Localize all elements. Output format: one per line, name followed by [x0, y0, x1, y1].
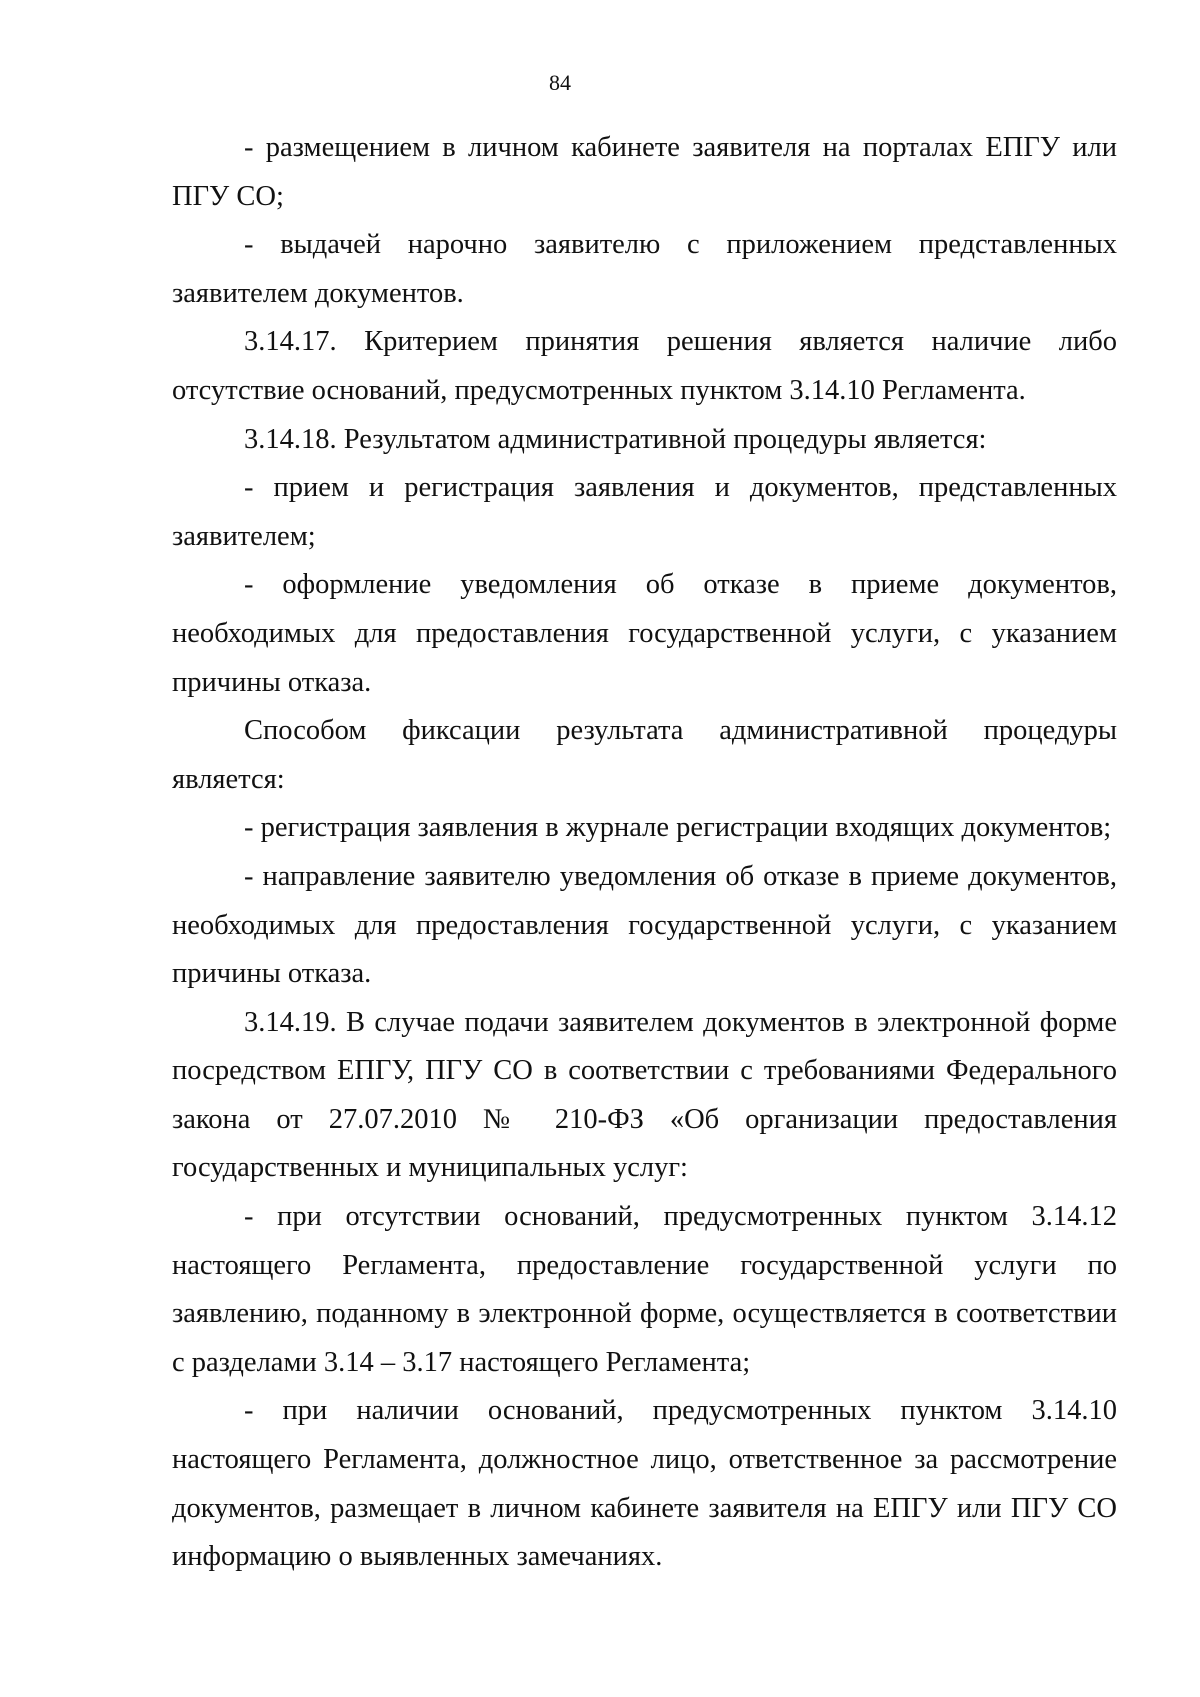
paragraph-hand-delivery: - выдачей нарочно заявителю с приложением представленных заявителем документов. — [172, 229, 1117, 309]
paragraph-grounds-present: - при наличии оснований, предусмотренных пунктом 3.14.10 настоящего Регламента, должностное лицо, ответственное за рассмотрение документов, размещает в личном кабинете заявителя на ЕПГУ или ПГУ СО информацию о выявленных замечаниях. — [172, 1395, 1117, 1573]
paragraph-reception-registration: - прием и регистрация заявления и документов, представленных заявителем; — [172, 472, 1117, 552]
paragraph-3-14-17: 3.14.17. Критерием принятия решения является наличие либо отсутствие оснований, предусмотренных пунктом 3.14.10 Регламента. — [172, 326, 1117, 406]
paragraph-journal-registration: - регистрация заявления в журнале регистрации входящих документов; — [244, 812, 1112, 844]
paragraph-no-grounds: - при отсутствии оснований, предусмотренных пунктом 3.14.12 настоящего Регламента, предоставление государственной услуги по заявлению, поданному в электронной форме, осуществляется в соответствии с разделами 3.14 – 3.17 настоящего Регламента; — [172, 1201, 1117, 1378]
paragraph-portal-cabinet: - размещением в личном кабинете заявителя на порталах ЕПГУ или ПГУ СО; — [172, 132, 1117, 212]
paragraph-3-14-18: 3.14.18. Результатом административной процедуры является: — [244, 423, 987, 455]
document-body — [172, 124, 1117, 1582]
paragraph-3-14-19: 3.14.19. В случае подачи заявителем документов в электронной форме посредством ЕПГУ, ПГУ СО в соответствии с требованиями Федерального закона от 27.07.2010 № 210-ФЗ «Об организации предоставления государственных и муниципальных услуг: — [172, 1006, 1117, 1184]
page-number: 84 — [549, 70, 571, 95]
paragraph-fixation-method: Способом фиксации результата административной процедуры является: — [172, 715, 1117, 795]
paragraph-refusal-notice: - оформление уведомления об отказе в приеме документов, необходимых для предоставления государственной услуги, с указанием причины отказа. — [172, 569, 1117, 698]
paragraph-notice-direction: - направление заявителю уведомления об отказе в приеме документов, необходимых для предоставления государственной услуги, с указанием причины отказа. — [172, 860, 1117, 990]
